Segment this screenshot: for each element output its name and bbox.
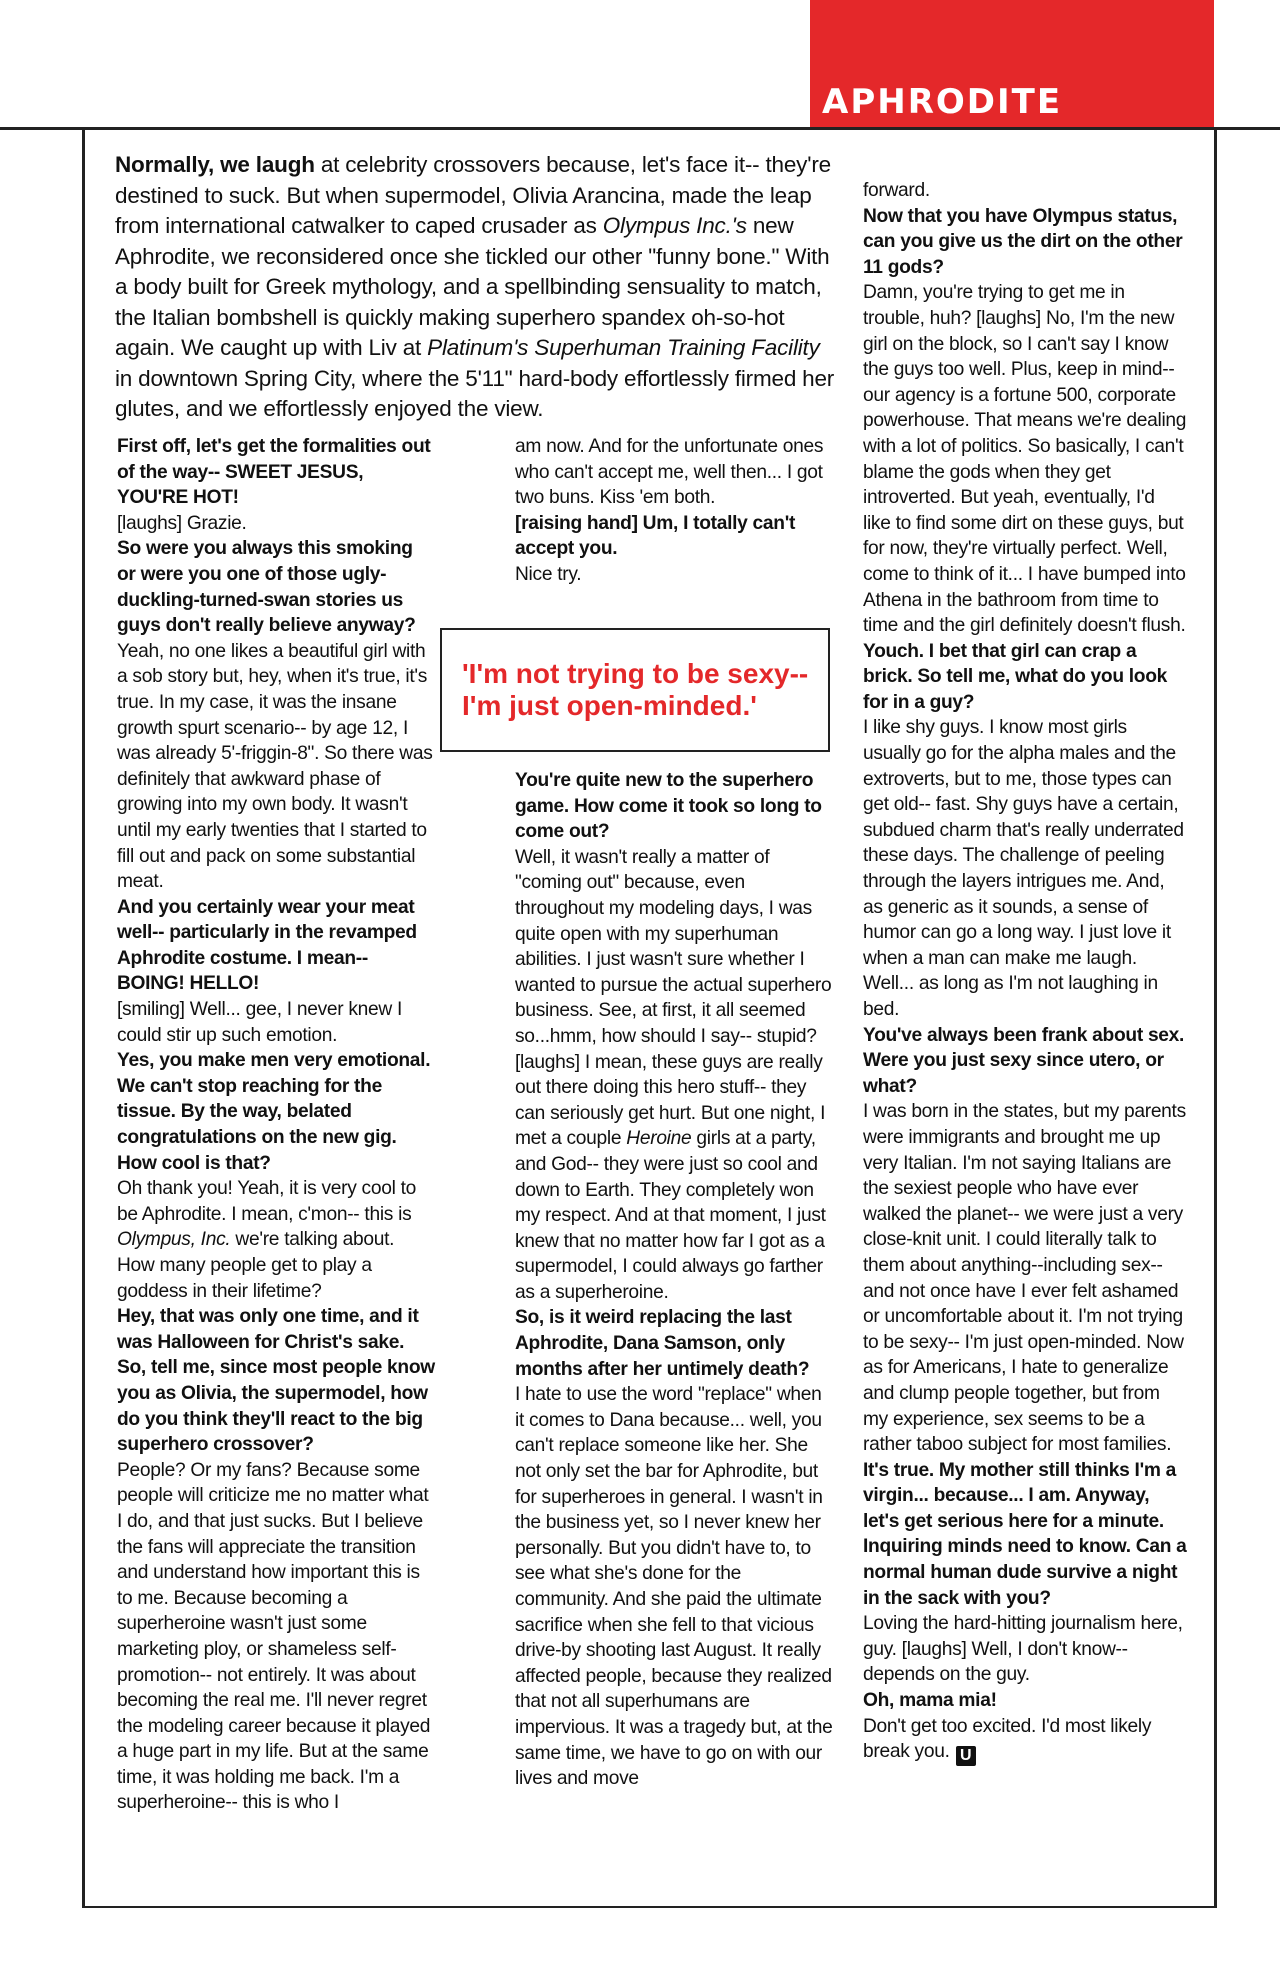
question: First off, let's get the formalities out of the way-- SWEET JESUS, YOU'RE HOT! [117,436,431,509]
answer [117,1176,435,1304]
question: Now that you have Olympus status, can you give us the dirt on the other 11 gods? [863,205,1183,278]
answer-italic: Heroine [626,1128,692,1150]
column-3 [863,178,1187,1766]
section-title: APHRODITE [822,82,1063,122]
intro-text-1: at celebrity crossovers because, let's face it-- they're destined to suck. But when supermodel, Olivia Arancina, made the leap from international catwalker to caped crusader as [115,152,831,238]
intro-paragraph [115,150,835,425]
question: Hey, that was only one time, and it was Halloween for Christ's sake. So, tell me, since most people know you as Olivia, the supermodel, how do you think they'll react to the big superhero crossover? [117,1306,435,1456]
answer: forward. [863,180,930,201]
question: And you certainly wear your meat well-- particularly in the revamped Aphrodite costume. I mean-- BOING! HELLO! [117,896,417,995]
answer [863,1714,1187,1767]
column-2-top [515,434,833,588]
answer: I was born in the states, but my parents were immigrants and brought me up very Italian. I'm not saying Italians are the sexiest people who have ever walked the planet-- we were just a very close-knit unit. I could literally talk to them about anything--including sex--and not once have I ever felt ashamed or uncomfortable about it. I'm not trying to be sexy-- I'm just open-minded. Now as for Americans, I hate to generalize and clump people together, but from my experience, sex seems to be a rather taboo subject for most families. [863,1101,1186,1456]
answer-text: Oh thank you! Yeah, it is very cool to be Aphrodite. I mean, c'mon-- this is [117,1178,416,1225]
intro-italic-2: Platinum's Superhuman Training Facility [427,335,820,360]
answer: I hate to use the word "replace" when it comes to Dana because... well, you can't replace someone like her. She not only set the bar for Aphrodite, but for superheroes in general. I wasn't in the business yet, so I never knew her personally. But you didn't have to, to see what she's done for the community. And she paid the ultimate sacrifice when she fell to that vicious drive-by shooting last August. It really affected people, because they realized that not all superhumans are impervious. It was a tragedy but, at the same time, we have to go on with our lives and move [515,1384,833,1790]
answer: [smiling] Well... gee, I never knew I could stir up such emotion. [117,999,403,1046]
answer-text: we're talking about. How many people get to play a goddess in their lifetime? [117,1229,395,1302]
question: Oh, mama mia! [863,1690,997,1712]
right-rule [1214,127,1217,1908]
top-rule [0,127,1280,130]
answer: I like shy guys. I know most girls usually go for the alpha males and the extroverts, but to me, those types can get old-- fast. Shy guys have a certain, subdued charm that's really underrated these days. The challenge of peeling through the layers intrigues me. And, as generic as it sounds, a sense of humor can go a long way. I just love it when a man can make me laugh. Well... as long as I'm not laughing in bed. [863,717,1184,1020]
question: Youch. I bet that girl can crap a brick. So tell me, what do you look for in a guy? [863,640,1168,713]
column-2 [515,768,833,1792]
answer-italic: Olympus, Inc. [117,1229,231,1251]
answer-text: Don't get too excited. I'd most likely break you. [863,1715,1152,1763]
answer-text: girls at a party, and God-- they were just so cool and down to Earth. They completely won my respect. And at that moment, I just knew that no matter how far I got as a supermodel, I could always go farther as a superheroine. [515,1128,826,1303]
answer: Damn, you're trying to get me in trouble, huh? [laughs] No, I'm the new girl on the block, so I can't say I know the guys too well. Plus, keep in mind-- our agency is a fortune 500, corporate powerhouse. That means we're dealing with a lot of politics. So basically, I can't blame the gods when they get introverted. But yeah, eventually, I'd like to find some dirt on these guys, but for now, they're virtually perfect. Well, come to think of it... I have bumped into Athena in the bathroom from time to time and the girl definitely doesn't flush. [863,282,1187,637]
end-mark-icon: U [956,1746,976,1766]
question: You're quite new to the superhero game. How come it took so long to come out? [515,770,822,843]
column-1 [117,434,435,1816]
answer: People? Or my fans? Because some people will criticize me no matter what I do, and that just sucks. But I believe the fans will appreciate the transition and understand how important this is to me. Because becoming a superheroine wasn't just some marketing ploy, or shameless self-promotion-- not entirely. It was about becoming the real me. I'll never regret the modeling career because it played a huge part in my life. But at the same time, it was holding me back. I'm a superheroine-- this is who I [117,1459,431,1814]
intro-italic-1: Olympus Inc.'s [602,213,747,238]
intro-text-3: in downtown Spring City, where the 5'11" hard-body effortlessly firmed her glutes, and we effortlessly enjoyed the view. [115,365,835,421]
pull-quote: 'I'm not trying to be sexy-- I'm just open-minded.' [462,658,809,721]
bottom-rule [84,1906,1216,1908]
answer: Nice try. [515,563,582,585]
answer: [laughs] Grazie. [117,512,247,534]
question: So, is it weird replacing the last Aphrodite, Dana Samson, only months after her untimely death? [515,1307,810,1380]
answer: am now. And for the unfortunate ones who can't accept me, well then... I got two buns. Kiss 'em both. [515,436,824,509]
answer [515,845,833,1306]
question: [raising hand] Um, I totally can't accept you. [515,512,796,560]
answer: Yeah, no one likes a beautiful girl with a sob story but, hey, when it's true, it's true. In my case, it was the insane growth spurt scenario-- by age 12, I was already 5'-friggin-8". So there was definitely that awkward phase of growing into my own body. It wasn't until my early twenties that I started to fill out and pack on some substantial meat. [117,640,433,893]
intro-text-2: new Aphrodite, we reconsidered once she tickled our other "funny bone." With a body built for Greek mythology, and a spellbinding sensuality to match, the Italian bombshell is quickly making superhero spandex oh-so-hot again. We caught up with Liv at [115,213,830,360]
question: Yes, you make men very emotional. We can't stop reaching for the tissue. By the way, belated congratulations on the new gig. How cool is that? [117,1050,431,1174]
question: It's true. My mother still thinks I'm a virgin... because... I am. Anyway, let's get serious here for a minute. Inquiring minds need to know. Can a normal human dude survive a night in the sack with you? [863,1459,1187,1609]
answer-text: Well, it wasn't really a matter of "coming out" because, even throughout my modeling days, I was quite open with my superhuman abilities. I just wasn't sure whether I wanted to pursue the actual superhero business. See, at first, it all seemed so...hmm, how should I say-- stupid? [laughs] I mean, these guys are really out there doing this hero stuff-- they can seriously get hurt. But one night, I met a couple [515,846,832,1150]
answer: Loving the hard-hitting journalism here, guy. [laughs] Well, I don't know-- depends on the guy. [863,1613,1183,1686]
intro-lead: Normally, we laugh [115,152,315,177]
question: You've always been frank about sex. Were you just sexy since utero, or what? [863,1024,1185,1097]
question: So were you always this smoking or were you one of those ugly-duckling-turned-swan stories us guys don't really believe anyway? [117,538,416,637]
left-rule [82,127,85,1908]
